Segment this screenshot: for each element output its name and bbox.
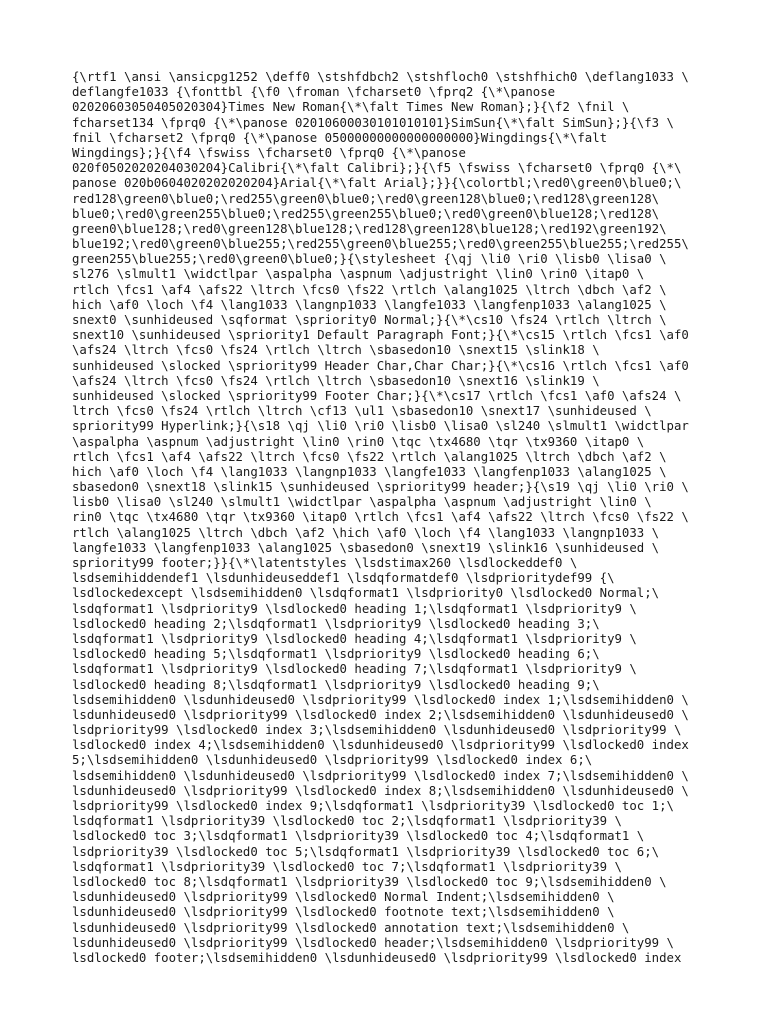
text-line: lsdunhideused0 \lsdpriority99 \lsdlocked0 header;\lsdsemihidden0 \lsdpriority99 \ <box>72 935 674 950</box>
text-line: Wingdings};}{\f4 \fswiss \fcharset0 \fprq0 {\*\panose <box>72 145 466 160</box>
text-line: lsdunhideused0 \lsdpriority99 \lsdlocked0 annotation text;\lsdsemihidden0 \ <box>72 920 630 935</box>
text-line: lsdpriority99 \lsdlocked0 index 3;\lsdsemihidden0 \lsdunhideused0 \lsdpriority99 \ <box>72 723 682 738</box>
text-line: {\rtf1 \ansi \ansicpg1252 \deff0 \stshfdbch2 \stshfloch0 \stshfhich0 \deflang1033 \ <box>72 70 689 84</box>
text-line: sunhideused \slocked \spriority99 Header Char,Char Char;}{\*\cs16 \rtlch \fcs1 \af0 <box>72 358 689 373</box>
text-line: 020f0502020204030204}Calibri{\*\falt Calibri};}{\f5 \fswiss \fcharset0 \fprq0 {\*\ <box>72 161 682 176</box>
text-line: lsdunhideused0 \lsdpriority99 \lsdlocked0 index 2;\lsdsemihidden0 \lsdunhideused0 \ <box>72 707 689 722</box>
text-line: deflangfe1033 {\fonttbl {\f0 \froman \fcharset0 \fprq2 {\*\panose <box>72 85 556 100</box>
text-line: sunhideused \slocked \spriority99 Footer Char;}{\*\cs17 \rtlch \fcs1 \af0 \afs24 \ <box>72 388 682 403</box>
text-line: sbasedon0 \snext18 \slink15 \sunhideused \spriority99 header;}{\s19 \qj \li0 \ri0 \ <box>72 480 689 495</box>
text-line: lisb0 \lisa0 \sl240 \slmult1 \widctlpar \aspalpha \aspnum \adjustright \lin0 \ <box>72 495 652 510</box>
text-line: lsdpriority99 \lsdlocked0 index 9;\lsdqformat1 \lsdpriority39 \lsdlocked0 toc 1;\ <box>72 799 674 813</box>
text-line: blue0;\red0\green255\blue0;\red255\green255\blue0;\red0\green0\blue128;\red128\ <box>72 206 660 221</box>
text-line: lsdlockedexcept \lsdsemihidden0 \lsdqformat1 \lsdpriority0 \lsdlocked0 Normal;\ <box>72 586 660 601</box>
text-line: snext10 \sunhideused \spriority1 Default Paragraph Font;}{\*\cs15 \rtlch \fcs1 \af0 <box>72 328 689 343</box>
text-line: lsdunhideused0 \lsdpriority99 \lsdlocked0 footnote text;\lsdsemihidden0 \ <box>72 905 615 920</box>
text-line: snext0 \sunhideused \sqformat \spriority0 Normal;}{\*\cs10 \fs24 \rtlch \ltrch \ <box>72 313 667 327</box>
text-line: lsdunhideused0 \lsdpriority99 \lsdlocked0 index 8;\lsdsemihidden0 \lsdunhideused0 \ <box>72 783 689 798</box>
text-line: \aspalpha \aspnum \adjustright \lin0 \rin0 \tqc \tx4680 \tqr \tx9360 \itap0 \ <box>72 434 645 449</box>
text-line: blue192;\red0\green0\blue255;\red255\green0\blue255;\red0\green255\blue255;\red255\ <box>72 237 689 252</box>
text-line: lsdlocked0 heading 8;\lsdqformat1 \lsdpriority9 \lsdlocked0 heading 9;\ <box>72 677 600 692</box>
text-line: lsdsemihidden0 \lsdunhideused0 \lsdpriority99 \lsdlocked0 index 1;\lsdsemihidden0 \ <box>72 692 689 707</box>
text-line: lsdqformat1 \lsdpriority9 \lsdlocked0 heading 7;\lsdqformat1 \lsdpriority9 \ <box>72 662 637 677</box>
text-line: langfe1033 \langfenp1033 \alang1025 \sbasedon0 \snext19 \slink16 \sunhideused \ <box>72 540 660 555</box>
text-line: \afs24 \ltrch \fcs0 \fs24 \rtlch \ltrch \sbasedon10 \snext15 \slink18 \ <box>72 343 600 358</box>
text-line: 5;\lsdsemihidden0 \lsdunhideused0 \lsdpriority99 \lsdlocked0 index 6;\ <box>72 753 593 768</box>
text-line: red128\green0\blue0;\red255\green0\blue0;\red0\green128\blue0;\red128\green128\ <box>72 191 660 206</box>
rtf-source-text <box>72 70 762 966</box>
text-line: hich \af0 \loch \f4 \lang1033 \langnp1033 \langfe1033 \langfenp1033 \alang1025 \ <box>72 464 667 479</box>
text-line: lsdunhideused0 \lsdpriority99 \lsdlocked0 Normal Indent;\lsdsemihidden0 \ <box>72 890 615 905</box>
text-line: lsdlocked0 index 4;\lsdsemihidden0 \lsdunhideused0 \lsdpriority99 \lsdlocked0 index <box>72 738 689 753</box>
text-line: sl276 \slmult1 \widctlpar \aspalpha \aspnum \adjustright \lin0 \rin0 \itap0 \ <box>72 267 645 282</box>
text-line: lsdlocked0 heading 2;\lsdqformat1 \lsdpriority9 \lsdlocked0 heading 3;\ <box>72 616 600 631</box>
text-line: rtlch \fcs1 \af4 \afs22 \ltrch \fcs0 \fs22 \rtlch \alang1025 \ltrch \dbch \af2 \ <box>72 449 667 464</box>
text-line: \afs24 \ltrch \fcs0 \fs24 \rtlch \ltrch \sbasedon10 \snext16 \slink19 \ <box>72 373 600 388</box>
text-line: lsdlocked0 heading 5;\lsdqformat1 \lsdpriority9 \lsdlocked0 heading 6;\ <box>72 647 600 662</box>
text-line: lsdsemihiddendef1 \lsdunhideuseddef1 \lsdqformatdef0 \lsdprioritydef99 {\ <box>72 571 615 586</box>
text-line: lsdpriority39 \lsdlocked0 toc 5;\lsdqformat1 \lsdpriority39 \lsdlocked0 toc 6;\ <box>72 844 660 859</box>
text-line: fnil \fcharset2 \fprq0 {\*\panose 05000000000000000000}Wingdings{\*\falt <box>72 130 608 145</box>
text-line: green0\blue128;\red0\green128\blue128;\red128\green128\blue128;\red192\green192\ <box>72 221 667 236</box>
text-line: 02020603050405020304}Times New Roman{\*\falt Times New Roman};}{\f2 \fnil \ <box>72 100 630 115</box>
text-line: lsdqformat1 \lsdpriority9 \lsdlocked0 heading 4;\lsdqformat1 \lsdpriority9 \ <box>72 631 637 646</box>
text-line: rtlch \fcs1 \af4 \afs22 \ltrch \fcs0 \fs22 \rtlch \alang1025 \ltrch \dbch \af2 \ <box>72 282 667 297</box>
text-line: green255\blue255;\red0\green0\blue0;}{\stylesheet {\qj \li0 \ri0 \lisb0 \lisa0 \ <box>72 252 667 267</box>
text-line: lsdlocked0 toc 8;\lsdqformat1 \lsdpriority39 \lsdlocked0 toc 9;\lsdsemihidden0 \ <box>72 874 667 889</box>
text-line: lsdlocked0 toc 3;\lsdqformat1 \lsdpriority39 \lsdlocked0 toc 4;\lsdqformat1 \ <box>72 829 645 844</box>
text-line: spriority99 footer;}}{\*\latentstyles \lsdstimax260 \lsdlockeddef0 \ <box>72 556 578 570</box>
text-line: lsdsemihidden0 \lsdunhideused0 \lsdpriority99 \lsdlocked0 index 7;\lsdsemihidden0 \ <box>72 768 689 783</box>
text-line: lsdqformat1 \lsdpriority39 \lsdlocked0 toc 2;\lsdqformat1 \lsdpriority39 \ <box>72 814 622 829</box>
text-line: panose 020b0604020202020204}Arial{\*\falt Arial};}}{\colortbl;\red0\green0\blue0;\ <box>72 176 682 191</box>
text-line: rtlch \alang1025 \ltrch \dbch \af2 \hich \af0 \loch \f4 \lang1033 \langnp1033 \ <box>72 525 660 540</box>
text-line: fcharset134 \fprq0 {\*\panose 02010600030101010101}SimSun{\*\falt SimSun};}{\f3 \ <box>72 115 674 130</box>
text-line: lsdlocked0 footer;\lsdsemihidden0 \lsdunhideused0 \lsdpriority99 \lsdlocked0 index <box>72 950 682 965</box>
text-line: rin0 \tqc \tx4680 \tqr \tx9360 \itap0 \rtlch \fcs1 \af4 \afs22 \ltrch \fcs0 \fs22 \ <box>72 510 689 525</box>
text-line: lsdqformat1 \lsdpriority39 \lsdlocked0 toc 7;\lsdqformat1 \lsdpriority39 \ <box>72 859 622 874</box>
text-line: spriority99 Hyperlink;}{\s18 \qj \li0 \ri0 \lisb0 \lisa0 \sl240 \slmult1 \widctlpar <box>72 419 689 434</box>
text-line: lsdqformat1 \lsdpriority9 \lsdlocked0 heading 1;\lsdqformat1 \lsdpriority9 \ <box>72 601 637 616</box>
text-line: hich \af0 \loch \f4 \lang1033 \langnp1033 \langfe1033 \langfenp1033 \alang1025 \ <box>72 297 667 312</box>
text-line: ltrch \fcs0 \fs24 \rtlch \ltrch \cf13 \ul1 \sbasedon10 \snext17 \sunhideused \ <box>72 404 652 419</box>
